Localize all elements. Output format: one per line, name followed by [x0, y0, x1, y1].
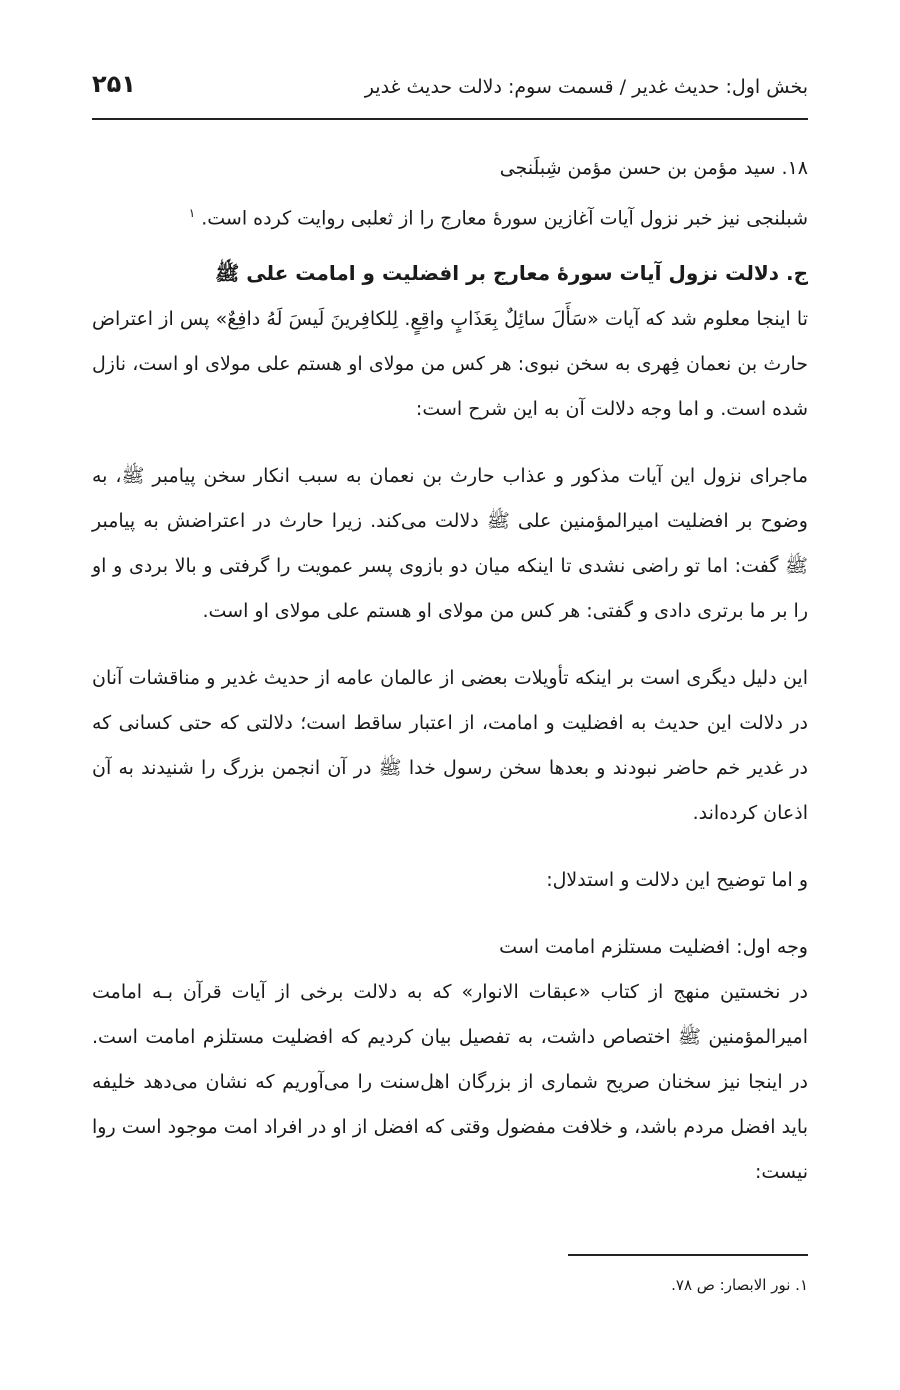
main-text	[92, 146, 808, 1195]
footnote: ۱. نور الابصار: ص ۷۸.	[671, 1276, 808, 1294]
paragraph-2: ماجرای نزول این آیات مذکور و عذاب حارث بن نعمان به سبب انکار سخن پیامبر ﷺ، به وضوح بر افضلیت امیرالمؤمنین علی ﷺ دلالت می‌کند. زیرا حارث در اعتراضش به پیامبر ﷺ گفت: اما تو راضی نشدی تا اینکه میان دو بازوی پسر عمویت را گرفتی و بالا بردی و او را بر ما برتری دادی و گفتی: هر کس من مولای او هستم علی مولای او است.	[92, 465, 808, 623]
running-header	[92, 68, 808, 114]
paragraph-4: و اما توضیح این دلالت و استدلال:	[546, 869, 808, 892]
footnote-rule	[568, 1254, 808, 1256]
subheading-wajh-1: وجه اول: افضلیت مستلزم امامت است	[499, 936, 808, 959]
paragraph-1: تا اینجا معلوم شد که آیات «سَأَلَ سائِلٌ بِعَذَابٍ واقِعٍ. لِلکافِرینَ لَیسَ لَهُ دافِعٌ» پس از اعتراض حارث بن نعمان فِهری به سخن نبوی: هر کس من مولای او هستم علی مولای او است، نازل شده است. و اما وجه دلالت آن به این شرح است:	[92, 308, 808, 421]
section-heading: ج. دلالت نزول آیات سورۀ معارج بر افضلیت و امامت علی ﷺ	[215, 261, 808, 286]
header-title: بخش اول: حدیث غدیر / قسمت سوم: دلالت حدیث غدیر	[364, 76, 808, 98]
item-title: ۱۸. سید مؤمن بن حسن مؤمن شِبلَنجی	[499, 157, 808, 179]
footnote-marker[interactable]: ۱	[188, 206, 196, 220]
paragraph-5: در نخستین منهج از کتاب «عبقات الانوار» که به دلالت برخی از آیات قرآن بـه امامت امیرالمؤمنین ﷺ اختصاص داشت، به تفصیل بیان کردیم که افضلیت مستلزم امامت است. در اینجا نیز سخنان صریح شماری از بزرگان اهل‌سنت را می‌آوریم که نشان می‌دهد خلیفه باید افضل مردم باشد، و خلافت مفضول وقتی که افضل از او در افراد امت موجود است روا نیست:	[92, 981, 808, 1184]
header-rule	[92, 118, 808, 120]
item-text: شبلنجی نیز خبر نزول آیات آغازین سورۀ معارج را از ثعلبی روایت کرده است.	[201, 207, 808, 230]
page-number: ۲۵۱	[92, 70, 136, 98]
paragraph-3: این دلیل دیگری است بر اینکه تأویلات بعضی از عالمان عامه از حدیث غدیر و مناقشات آنان در دلالت این حدیث به افضلیت و امامت، از اعتبار ساقط است؛ دلالتی که حتی کسانی که در غدیر خم حاضر نبودند و بعدها سخن رسول خدا ﷺ در آن انجمن بزرگ را شنیدند به آن اذعان کرده‌اند.	[92, 667, 808, 825]
item-text-line	[92, 191, 808, 241]
